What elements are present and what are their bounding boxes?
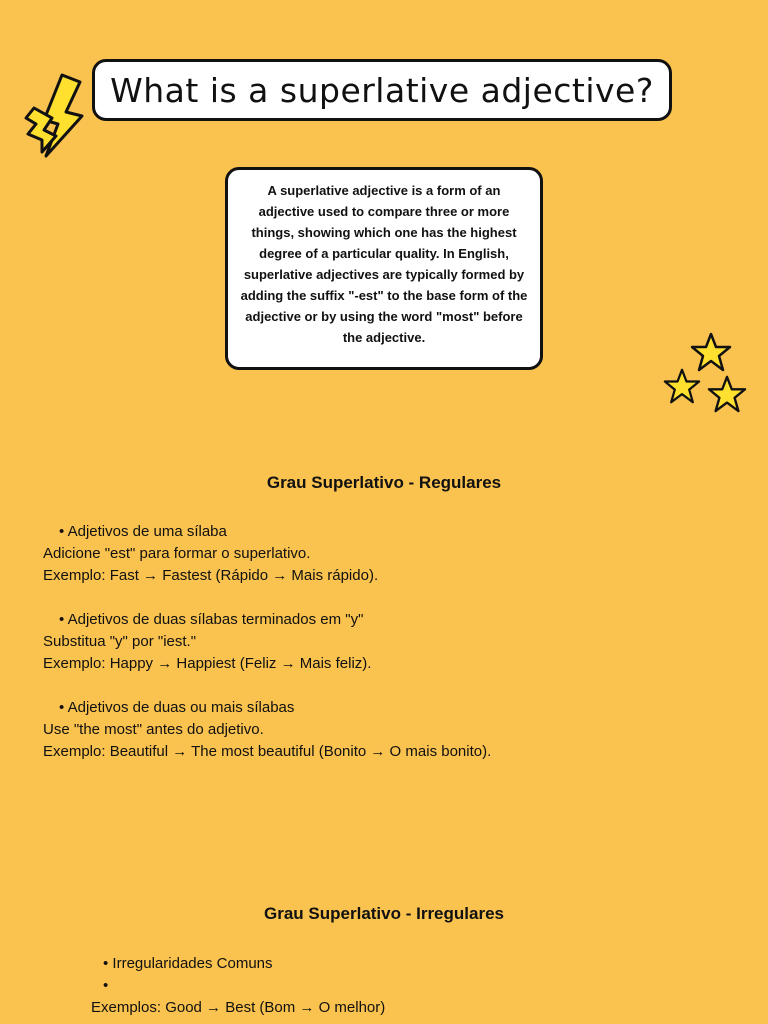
regulares-heading: Grau Superlativo - Regulares <box>266 473 502 492</box>
star-icon <box>706 375 748 413</box>
list-item: • Irregularidades Comuns <box>103 955 273 972</box>
list-item: • Adjetivos de duas sílabas terminados em "y" <box>59 611 364 628</box>
page-title: What is a superlative adjective? <box>92 59 672 121</box>
example-text: Exemplo: Beautiful → The most beautiful (Bonito → O mais bonito). <box>43 743 492 760</box>
definition-box: A superlative adjective is a form of an adjective used to compare three or more things, showing which one has the highest degree of a particular quality. In English, superlative adjectives are typically formed by adding the suffix "-est" to the base form of the adjective or by using the word "most" before the adjective. <box>225 167 543 370</box>
rule-text: Use "the most" antes do adjetivo. <box>43 721 264 738</box>
regulares-item <box>43 521 378 587</box>
rule-text: Substitua "y" por "iest." <box>43 633 197 650</box>
example-text: Exemplos: Good → Best (Bom → O melhor) <box>91 999 386 1016</box>
irregulares-heading: Grau Superlativo - Irregulares <box>264 904 504 923</box>
star-icon <box>663 368 701 404</box>
irregulares-item <box>91 953 385 1019</box>
list-item: • <box>103 977 109 994</box>
regulares-item <box>43 697 491 763</box>
example-text: Exemplo: Fast → Fastest (Rápido → Mais rápido). <box>43 567 379 584</box>
star-icon <box>690 332 732 372</box>
example-text: Exemplo: Happy → Happiest (Feliz → Mais feliz). <box>43 655 372 672</box>
list-item: • Adjetivos de duas ou mais sílabas <box>59 699 295 716</box>
list-item: • Adjetivos de uma sílaba <box>59 523 227 540</box>
lightning-icon <box>22 72 86 158</box>
regulares-item <box>43 609 371 675</box>
rule-text: Adicione "est" para formar o superlativo. <box>43 545 311 562</box>
